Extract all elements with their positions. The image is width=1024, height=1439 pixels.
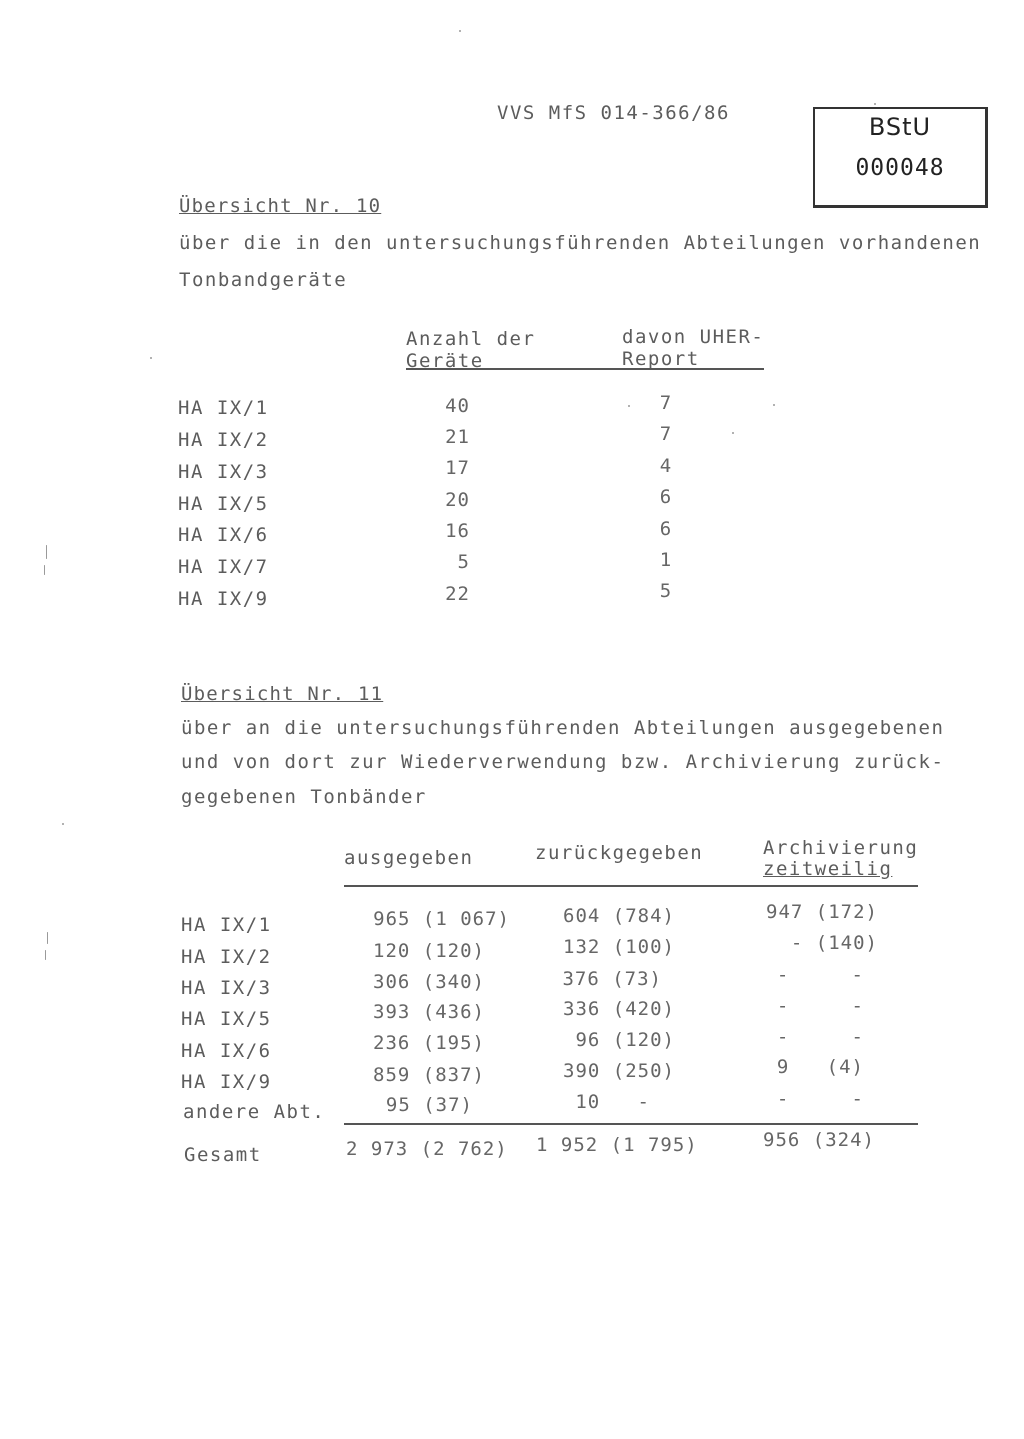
table10-row-unit: HA IX/5 — [178, 493, 269, 515]
table11-row-issued: 393 (436) — [373, 1001, 485, 1023]
table11-header-returned: zurückgegeben — [535, 842, 704, 864]
table11-description-line1: über an die untersuchungsführenden Abteilungen ausgegebenen — [181, 717, 945, 739]
table10-row-uher: 7 — [659, 423, 673, 445]
table10-title: Übersicht Nr. 10 — [179, 195, 382, 217]
table11-row-archive: 947 (172) — [766, 901, 878, 923]
table10-row-unit: HA IX/7 — [178, 556, 269, 578]
table11-row-unit: HA IX/6 — [181, 1040, 272, 1062]
table11-row-unit: HA IX/5 — [181, 1008, 272, 1030]
table11-row-returned: 390 (250) — [563, 1060, 675, 1082]
table10-row-count: 40 — [445, 395, 470, 417]
table11-total-issued: 2 973 (2 762) — [346, 1138, 508, 1160]
document-reference: VVS MfS 014-366/86 — [497, 102, 730, 124]
table11-header-archive-line2: zeitweilig — [763, 858, 893, 880]
table11-row-returned: 376 (73) — [562, 968, 662, 990]
table11-total-rule — [344, 1123, 918, 1125]
table11-description-line3: gegebenen Tonbänder — [181, 786, 427, 808]
table11-row-archive: - - — [776, 964, 864, 986]
table11-total-label: Gesamt — [184, 1144, 262, 1166]
table11-row-returned: 96 (120) — [575, 1029, 675, 1051]
table11-total-returned: 1 952 (1 795) — [536, 1134, 698, 1156]
table11-row-archive: - - — [776, 1088, 864, 1110]
table10-row-uher: 6 — [659, 518, 673, 540]
table10-row-uher: 5 — [659, 580, 673, 602]
table11-header-archive-line1: Archivierung — [763, 837, 919, 859]
table10-header-count-line2: Geräte — [406, 350, 484, 372]
table10-row-unit: HA IX/6 — [178, 524, 269, 546]
table10-description-line2: Tonbandgeräte — [179, 269, 348, 291]
table10-row-count: 17 — [445, 457, 470, 479]
table10-row-count: 22 — [445, 583, 470, 605]
table10-header-count-line1: Anzahl der — [406, 328, 536, 350]
table11-row-returned: 336 (420) — [563, 998, 675, 1020]
table11-row-issued: 236 (195) — [373, 1032, 485, 1054]
archive-stamp — [813, 107, 988, 208]
table10-row-uher: 6 — [659, 486, 673, 508]
table11-row-unit: HA IX/9 — [181, 1071, 272, 1093]
table11-header-rule — [344, 885, 918, 887]
table10-row-uher: 7 — [659, 392, 673, 414]
table10-row-count: 20 — [445, 489, 470, 511]
table11-row-archive: 9 (4) — [776, 1056, 864, 1078]
table10-row-count: 21 — [445, 426, 470, 448]
table10-header-rule — [406, 368, 764, 370]
stamp-title: BStU — [868, 113, 932, 141]
table10-row-unit: HA IX/9 — [178, 588, 269, 610]
table11-row-unit: HA IX/3 — [181, 977, 272, 999]
table10-row-uher: 1 — [659, 549, 673, 571]
table11-row-returned: 132 (100) — [563, 936, 675, 958]
stamp-number: 000048 — [855, 155, 945, 181]
table11-row-unit: andere Abt. — [183, 1101, 326, 1123]
table10-row-unit: HA IX/2 — [178, 429, 269, 451]
table11-row-issued: 965 (1 067) — [373, 908, 510, 930]
table10-description-line1: über die in den untersuchungsführenden Abteilungen vorhandenen — [179, 232, 982, 254]
table11-description-line2: und von dort zur Wiederverwendung bzw. Archivierung zurück- — [181, 751, 945, 773]
table11-row-archive: - - — [776, 1026, 864, 1048]
table11-row-returned: 604 (784) — [563, 905, 675, 927]
table11-title: Übersicht Nr. 11 — [181, 683, 384, 705]
table11-row-issued: 120 (120) — [373, 940, 485, 962]
table11-total-archive: 956 (324) — [763, 1129, 875, 1151]
table11-row-issued: 859 (837) — [373, 1064, 485, 1086]
table10-row-count: 16 — [445, 520, 470, 542]
table11-row-issued: 306 (340) — [373, 971, 485, 993]
table11-row-unit: HA IX/2 — [181, 946, 272, 968]
table11-header-issued: ausgegeben — [344, 847, 474, 869]
table10-row-unit: HA IX/1 — [178, 397, 269, 419]
table10-row-uher: 4 — [659, 455, 673, 477]
table10-header-uher-line1: davon UHER- — [622, 326, 765, 348]
table11-row-archive: - (140) — [790, 932, 878, 954]
table10-header-uher-line2: Report — [622, 348, 700, 370]
table11-row-archive: - - — [776, 995, 864, 1017]
table10-row-unit: HA IX/3 — [178, 461, 269, 483]
table11-row-unit: HA IX/1 — [181, 914, 272, 936]
table10-row-count: 5 — [457, 551, 470, 573]
table11-row-returned: 10 - — [575, 1091, 650, 1113]
table11-row-issued: 95 (37) — [385, 1094, 473, 1116]
